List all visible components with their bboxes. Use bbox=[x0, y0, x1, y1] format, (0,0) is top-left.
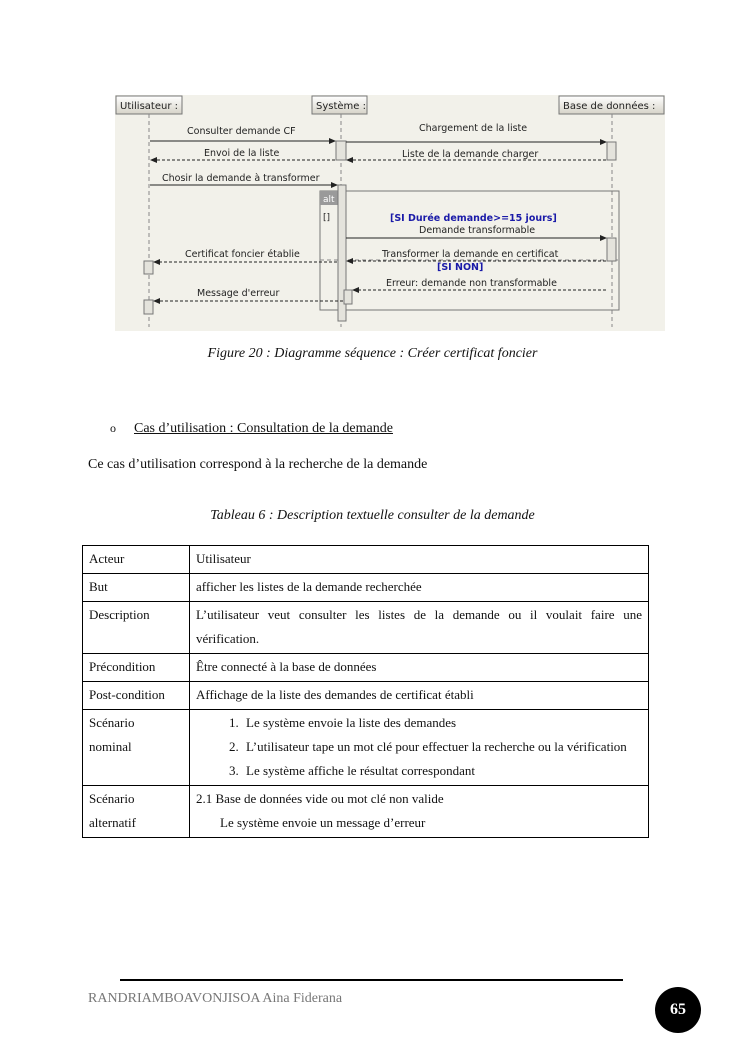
alt-guard-false: [SI NON] bbox=[437, 262, 484, 273]
lifeline-label-database: Base de données : bbox=[563, 101, 656, 112]
msg-label-loading: Chargement de la liste bbox=[419, 123, 528, 134]
row-value: Affichage de la liste des demandes de certificat établi bbox=[190, 682, 649, 710]
bullet-marker: o bbox=[110, 421, 116, 435]
row-label-line: Scénario bbox=[89, 715, 135, 730]
msg-label-list-loaded: Liste de la demande charger bbox=[402, 149, 539, 160]
msg-label-transform: Transformer la demande en certificat bbox=[382, 249, 559, 260]
alt-operator-label: alt bbox=[323, 195, 335, 205]
table-row-description bbox=[83, 602, 649, 654]
msg-label-choose: Chosir la demande à transformer bbox=[162, 173, 320, 184]
table-row-but bbox=[83, 574, 649, 602]
alt-guard-true: [SI Durée demande>=15 jours] bbox=[390, 213, 557, 224]
msg-label-error: Message d'erreur bbox=[197, 288, 280, 299]
lifeline-label-user: Utilisateur : bbox=[120, 101, 178, 112]
row-value: Être connecté à la base de données bbox=[190, 654, 649, 682]
lifeline-label-system: Système : bbox=[316, 101, 366, 112]
footer-author: RANDRIAMBOAVONJISOA Aina Fiderana bbox=[88, 991, 343, 1006]
msg-label-transformable: Demande transformable bbox=[419, 225, 536, 236]
row-value: Utilisateur bbox=[190, 546, 649, 574]
alt-guard-marker: [] bbox=[323, 213, 331, 223]
row-label: Précondition bbox=[83, 654, 190, 682]
alt-scenario-line: Le système envoie un message d’erreur bbox=[220, 815, 426, 830]
msg-label-certificate-done: Certificat foncier établie bbox=[185, 249, 300, 260]
row-value bbox=[190, 710, 649, 786]
msg-label-error-not-transformable: Erreur: demande non transformable bbox=[386, 278, 557, 289]
table-row-scenario-alternatif bbox=[83, 786, 649, 838]
msg-label-send-list: Envoi de la liste bbox=[204, 148, 280, 159]
row-label-line: alternatif bbox=[89, 815, 136, 830]
row-value: afficher les listes de la demande recherchée bbox=[190, 574, 649, 602]
activation-user-1 bbox=[144, 261, 153, 274]
use-case-title: Cas d’utilisation : Consultation de la demande bbox=[134, 421, 393, 436]
page-number-badge: 65 bbox=[655, 987, 701, 1033]
figure-caption: Figure 20 : Diagramme séquence : Créer certificat foncier bbox=[207, 346, 538, 361]
row-label-line: Scénario bbox=[89, 791, 135, 806]
row-label: Post-condition bbox=[83, 682, 190, 710]
activation-database-2 bbox=[607, 238, 616, 261]
activation-system-1 bbox=[336, 141, 346, 160]
row-label: Description bbox=[83, 602, 190, 654]
scenario-step: 3. Le système affiche le résultat correspondant bbox=[242, 759, 642, 783]
activation-system-3 bbox=[344, 290, 352, 304]
table-row-acteur bbox=[83, 546, 649, 574]
row-label: But bbox=[83, 574, 190, 602]
scenario-step: 1. Le système envoie la liste des demandes bbox=[242, 711, 642, 735]
footer-rule bbox=[120, 979, 623, 981]
row-label: Acteur bbox=[83, 546, 190, 574]
row-label bbox=[83, 710, 190, 786]
scenario-steps-list bbox=[196, 711, 642, 783]
use-case-description-table bbox=[82, 545, 649, 838]
activation-database-1 bbox=[607, 142, 616, 160]
activation-user-2 bbox=[144, 300, 153, 314]
row-label-line: nominal bbox=[89, 739, 132, 754]
scenario-step: 2. L’utilisateur tape un mot clé pour effectuer la recherche ou la vérification bbox=[242, 735, 642, 759]
use-case-heading bbox=[110, 421, 393, 437]
row-label bbox=[83, 786, 190, 838]
row-value bbox=[190, 786, 649, 838]
sequence-diagram bbox=[115, 95, 665, 331]
intro-paragraph: Ce cas d’utilisation correspond à la recherche de la demande bbox=[88, 457, 428, 472]
table-row-precondition bbox=[83, 654, 649, 682]
table-row-scenario-nominal bbox=[83, 710, 649, 786]
row-value: L’utilisateur veut consulter les listes de la demande ou il voulait faire une vérification. bbox=[190, 602, 649, 654]
alt-scenario-line: 2.1 Base de données vide ou mot clé non valide bbox=[196, 791, 444, 806]
msg-label-consult: Consulter demande CF bbox=[187, 126, 296, 137]
table-row-postcondition bbox=[83, 682, 649, 710]
table-caption: Tableau 6 : Description textuelle consulter de la demande bbox=[210, 508, 535, 523]
